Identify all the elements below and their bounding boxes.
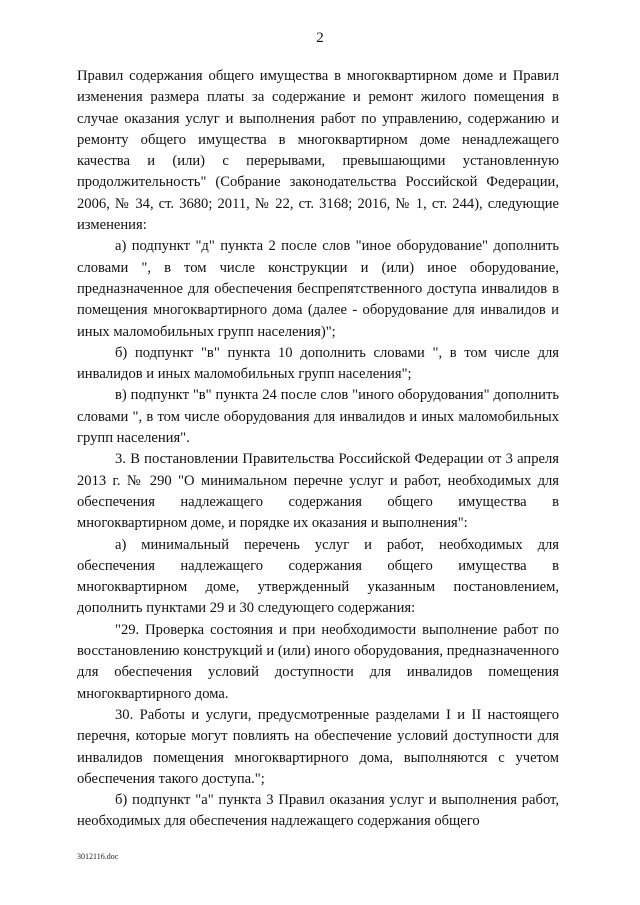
paragraph-subitem-b: б) подпункт "в" пункта 10 дополнить словами ", в том числе для инвалидов и иных маломобильных групп населения";: [77, 344, 559, 383]
paragraph-item-3-a: а) минимальный перечень услуг и работ, необходимых для обеспечения надлежащего содержания общего имущества в многоквартирном доме, утвержденный указанным постановлением, дополнить пунктами 29 и 30 следующего содержания:: [77, 536, 559, 617]
paragraph-point-30: 30. Работы и услуги, предусмотренные разделами I и II настоящего перечня, которые могут повлиять на обеспечение условий доступности для инвалидов помещения многоквартирного дома, выполняются с учетом обеспечения такого доступа.";: [77, 706, 559, 787]
paragraph-subitem-v: в) подпункт "в" пункта 24 после слов "иного оборудования" дополнить словами ", в том числе оборудования для инвалидов и иных маломобильных групп населения".: [77, 387, 559, 447]
paragraph-point-29: "29. Проверка состояния и при необходимости выполнение работ по восстановлению конструкций и (или) иного оборудования, предназначенного для обеспечения условий доступности для инвалидов помещения многоквартирного дома.: [77, 621, 559, 702]
footer-document-code: 3012116.doc: [77, 852, 119, 861]
paragraph-item-3: 3. В постановлении Правительства Российской Федерации от 3 апреля 2013 г. № 290 "О минимальном перечне услуг и работ, необходимых для обеспечения надлежащего содержания общего имущества в многоквартирном доме, и порядке их оказания и выполнения":: [77, 451, 559, 532]
paragraph-continuation: Правил содержания общего имущества в многоквартирном доме и Правил изменения размера платы за содержание и ремонт жилого помещения в случае оказания услуг и выполнения работ по управлению, содержанию и ремонту общего имущества в многоквартирном доме ненадлежащего качества и (или) с перерывами, превышающими установленную продолжительность" (Собрание законодательства Российской Федерации, 2006, № 34, ст. 3680; 2011, № 22, ст. 3168; 2016, № 1, ст. 244), следующие изменения:: [77, 68, 559, 234]
document-body: [77, 66, 559, 833]
paragraph-subitem-a: а) подпункт "д" пункта 2 после слов "иное оборудование" дополнить словами ", в том числе конструкции и (или) иное оборудование, предназначенное для обеспечения беспрепятственного доступа инвалидов в помещения многоквартирного дома (далее - оборудование для инвалидов и иных маломобильных групп населения)";: [77, 238, 559, 340]
page-number: 2: [316, 30, 324, 46]
paragraph-item-3-b: б) подпункт "а" пункта 3 Правил оказания услуг и выполнения работ, необходимых для обеспечения надлежащего содержания общего: [77, 792, 559, 830]
